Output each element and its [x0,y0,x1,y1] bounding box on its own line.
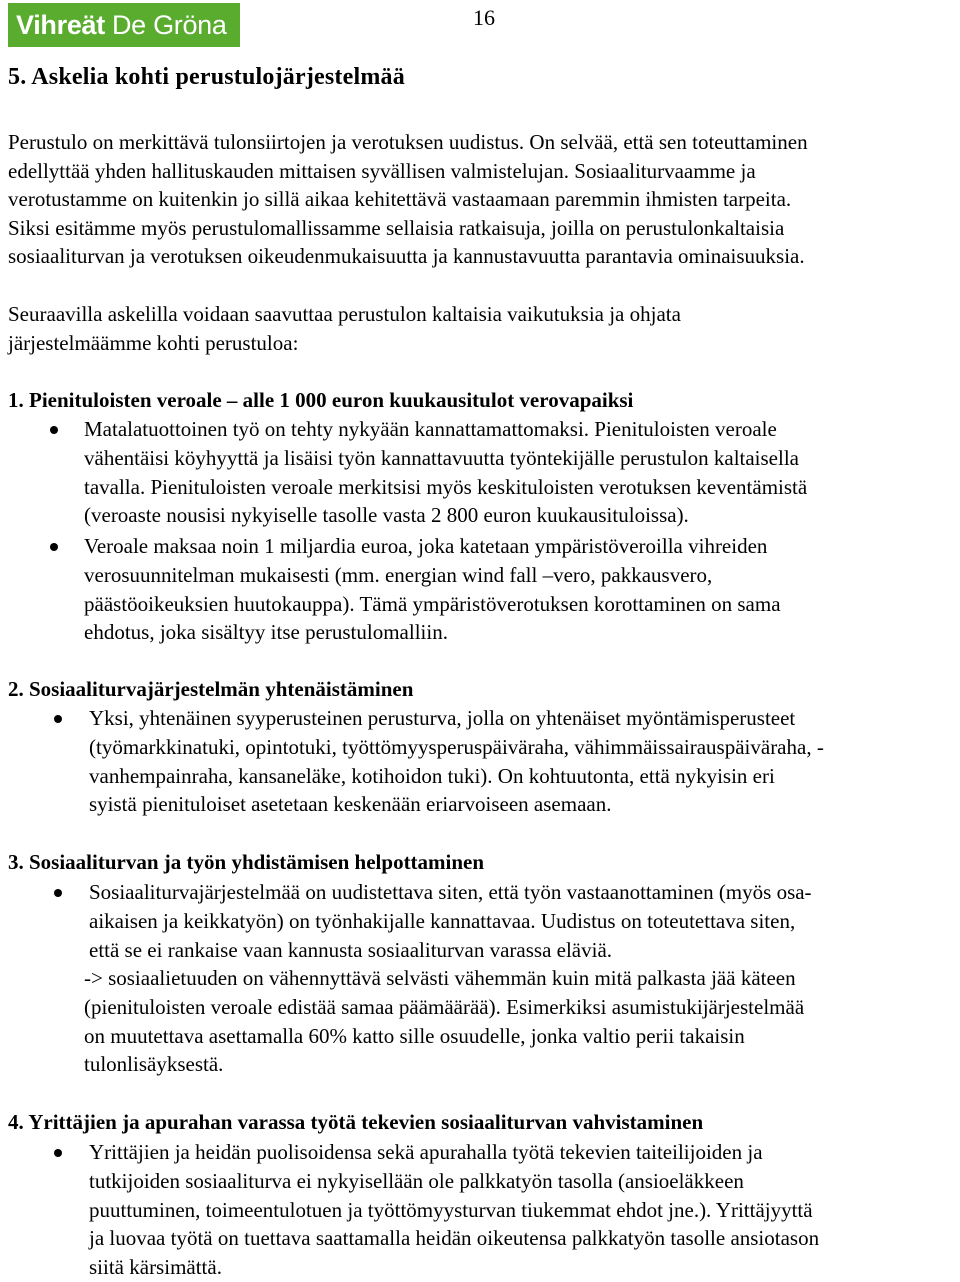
page-title: 5. Askelia kohti perustulojärjestelmää [8,64,405,90]
text-line: -> sosiaalietuuden on vähennyttävä selvästi vähemmän kuin mitä palkasta jää käteen [84,966,796,990]
text-line: tutkijoiden sosiaaliturva ei nykyisellään ole palkkatyön tasolla (ansioeläkkeen [89,1168,744,1193]
section-3-note [84,964,804,1079]
section-heading-1: 1. Pienituloisten veroale – alle 1 000 euron kuukausitulot verovapaiksi [8,388,634,412]
text-line: ehdotus, joka sisältyy itse perustulomalliin. [84,620,448,645]
list-item [89,1138,819,1282]
section-heading-2: 2. Sosiaaliturvajärjestelmän yhtenäistäminen [8,677,414,701]
text-line: Yksi, yhtenäinen syyperusteinen perusturva, jolla on yhtenäiset myöntämisperusteet [89,706,796,730]
text-line: Veroale maksaa noin 1 miljardia euroa, joka katetaan ympäristöveroilla vihreiden [84,534,768,558]
text-line: puuttuminen, toimeentulotuen ja työttömyysturvan tiukemmat ehdot jne.). Yrittäjyyttä [89,1197,813,1222]
vihreat-logo [8,3,240,47]
list-item [84,415,807,530]
text-line: verotustamme on kuitenkin jo sillä aikaa kehitettävä vastaamaan paremmin ihmisten tarpeita. [8,187,792,211]
section-heading-4: 4. Yrittäjien ja apurahan varassa työtä tekevien sosiaaliturvan vahvistaminen [8,1110,704,1134]
text-line: vanhempainraha, kansaneläke, kotihoidon tuki). On kohtuutonta, että nykyisin eri [89,763,775,788]
text-line: Perustulo on merkittävä tulonsiirtojen ja verotuksen uudistus. On selvää, että sen toteuttaminen [8,130,808,154]
text-line: on muutettava asettamalla 60% katto sille osuudelle, jonka valtio perii takaisin [84,1023,745,1048]
text-line: (veroaste nousisi nykyiselle tasolle vasta 2 800 euron kuukausituloissa). [84,503,689,528]
text-line: (työmarkkinatuki, opintotuki, työttömyysperuspäiväraha, vähimmäissairauspäiväraha, - [89,734,824,759]
bullet-icon [54,1149,62,1157]
lead-paragraph [8,300,681,357]
list-item [89,704,824,819]
page-number: 16 [473,5,495,30]
text-line: sosiaaliturvan ja verotuksen oikeudenmukaisuutta ja kannustavuutta parantavia ominaisuuksia. [8,244,805,268]
list-item [84,532,781,647]
text-line: että se ei rankaise vaan kannusta sosiaaliturvan varassa eläviä. [89,937,613,962]
intro-paragraph [8,128,808,271]
text-line: tulonlisäyksestä. [84,1052,224,1077]
text-line: ja luovaa työtä on tuettava saattamalla heidän oikeutensa palkkatyön tasolle ansiotason [89,1226,820,1251]
list-item [89,878,812,964]
text-line: päästöoikeuksien huutokauppa). Tämä ympäristöverotuksen korottaminen on sama [84,591,781,616]
text-line: siitä kärsimättä. [89,1255,222,1280]
logo-text-light: De Gröna [111,9,227,40]
text-line: järjestelmäämme kohti perustuloa: [8,330,299,355]
text-line: syistä pienituloiset asetetaan keskenään eriarvoiseen asemaan. [89,792,612,817]
bullet-icon [54,889,62,897]
text-line: Seuraavilla askelilla voidaan saavuttaa perustulon kaltaisia vaikutuksia ja ohjata [8,302,681,326]
text-line: Siksi esitämme myös perustulomallissamme sellaisia ratkaisuja, joilla on perustulonkaltaisia [8,215,785,240]
logo-text-bold: Vihreät [16,9,105,40]
text-line: vähentäisi köyhyyttä ja lisäisi työn kannattavuutta työntekijälle perustulon kaltaisella [84,445,799,470]
bullet-icon [50,543,58,551]
section-heading-3: 3. Sosiaaliturvan ja työn yhdistämisen helpottaminen [8,850,485,874]
bullet-icon [50,426,58,434]
text-line: Yrittäjien ja heidän puolisoidensa sekä apurahalla työtä tekevien taiteilijoiden ja [89,1140,763,1164]
text-line: (pienituloisten veroale edistää samaa päämäärää). Esimerkiksi asumistukijärjestelmää [84,994,805,1019]
text-line: Matalatuottoinen työ on tehty nykyään kannattamattomaksi. Pienituloisten veroale [84,417,777,441]
text-line: aikaisen ja keikkatyön) on työnhakijalle kannattavaa. Uudistus on toteutettava siten, [89,908,796,933]
text-line: tavalla. Pienituloisten veroale merkitsisi myös keskituloisten verotuksen keventämistä [84,474,808,499]
bullet-icon [54,715,62,723]
text-line: edellyttää yhden hallituskauden mittaisen syvällisen valmistelujan. Sosiaaliturvaamme ja [8,158,756,183]
text-line: verosuunnitelman mukaisesti (mm. energian wind fall –vero, pakkausvero, [84,562,713,587]
text-line: Sosiaaliturvajärjestelmää on uudistettava siten, että työn vastaanottaminen (myös osa- [89,880,812,904]
